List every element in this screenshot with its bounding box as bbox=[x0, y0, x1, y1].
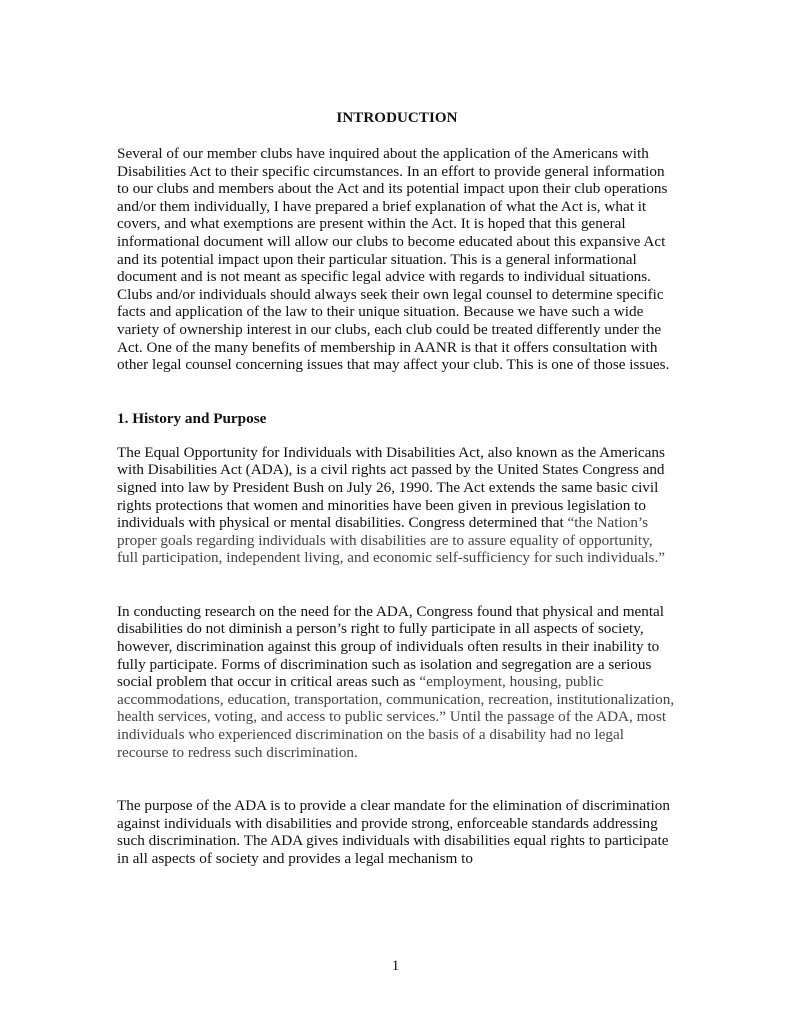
history-paragraph-1-text: The Equal Opportunity for Individuals with Disabilities Act, also known as the Americans with Disabilities Act (ADA), is a civil rights act passed by the United States Congress and signed into law by President Bush on July 26, 1990. The Act extends the same basic civil rights protections that women and minorities have been given in previous legislation to individuals with physical or mental disabilities. Congress determined that bbox=[117, 443, 665, 532]
history-paragraph-2 bbox=[117, 603, 677, 761]
document-page bbox=[117, 110, 677, 868]
history-paragraph-1 bbox=[117, 444, 677, 567]
page-title: INTRODUCTION bbox=[336, 110, 458, 126]
history-paragraph-2-text: In conducting research on the need for the ADA, Congress found that physical and mental disabilities do not diminish a person’s right to fully participate in all aspects of society, however, discrimination against this group of individuals often results in their inability to fully participate. Forms of discrimination such as isolation and segregation are a serious social problem that occur in critical areas such as bbox=[117, 602, 665, 691]
section-heading: 1. History and Purpose bbox=[117, 409, 267, 427]
history-paragraph-3: The purpose of the ADA is to provide a clear mandate for the elimination of discrimination against individuals with disabilities and provide strong, enforceable standards addressing such discrimination. The ADA gives individuals with disabilities equal rights to participate in all aspects of society and provides a legal mechanism to bbox=[117, 797, 670, 867]
history-paragraph-1-quote: “the Nation’s proper goals regarding individuals with disabilities are to assure equality of opportunity, full participation, independent living, and economic self-sufficiency for such individuals.” bbox=[117, 514, 666, 567]
intro-paragraph: Several of our member clubs have inquired about the application of the Americans with Disabilities Act to their specific circumstances. In an effort to provide general information to our clubs and members about the Act and its potential impact upon their club operations and/or them individually, I have prepared a brief explanation of what the Act is, what it covers, and what exemptions are present within the Act. It is hoped that this general informational document will allow our clubs to become educated about this expansive Act and its potential impact upon their particular situation. This is a general informational document and is not meant as specific legal advice with regards to individual situations. Clubs and/or individuals should always seek their own legal counsel to determine specific facts and application of the law to their unique situation. Because we have such a wide variety of ownership interest in our clubs, each club could be treated differently under the Act. One of the many benefits of membership in AANR is that it offers consultation with other legal counsel concerning issues that may affect your club. This is one of those issues. bbox=[117, 145, 670, 374]
page-number: 1 bbox=[391, 958, 400, 974]
history-paragraph-2-quote: “employment, housing, public accommodations, education, transportation, communication, recreation, institutionalization, health services, voting, and access to public services.” Until the passage of the ADA, most individuals who experienced discrimination on the basis of a disability had no legal recourse to redress such discrimination. bbox=[117, 673, 675, 761]
